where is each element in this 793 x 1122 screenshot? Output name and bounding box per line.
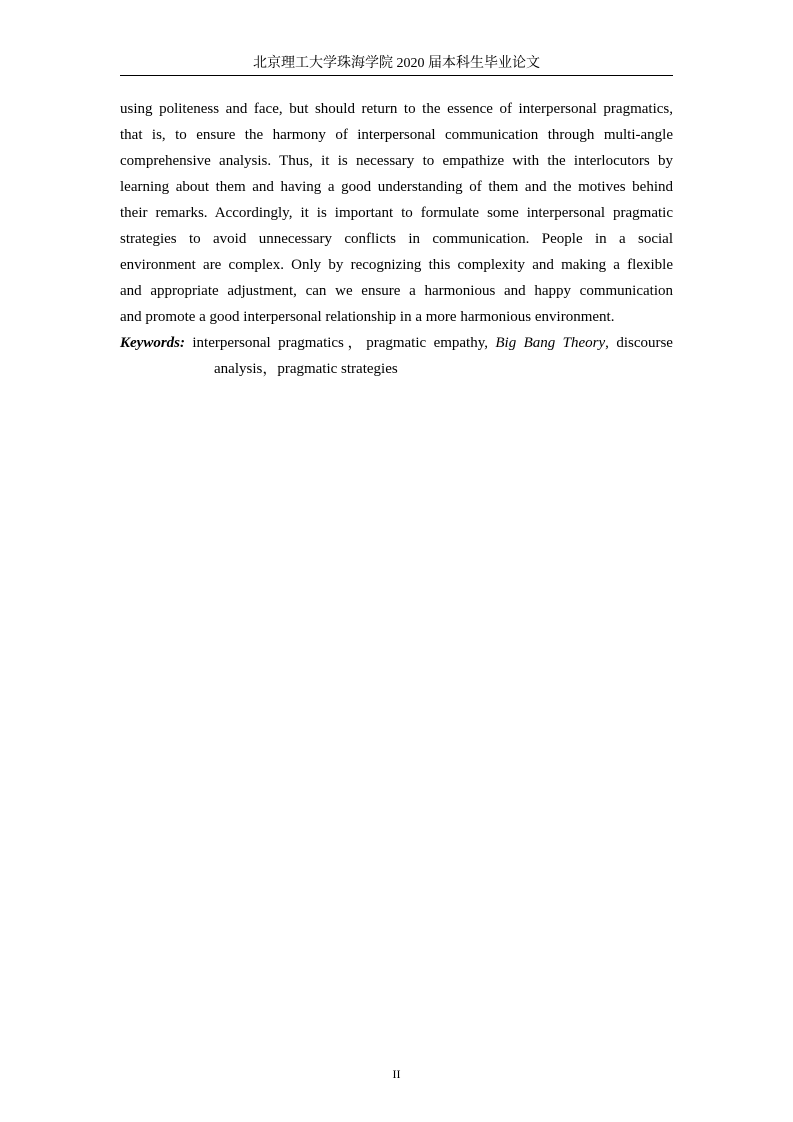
keyword-italic-title: Big Bang Theory: [495, 335, 606, 351]
abstract-line: and promote a good interpersonal relationship in a more harmonious environment.: [120, 309, 615, 325]
keyword-text: interpersonal pragmatics: [185, 335, 344, 351]
abstract-line: that is, to ensure the harmony of interpersonal communication through multi-angle: [120, 127, 673, 143]
keywords-line: [120, 330, 673, 356]
abstract-line: and appropriate adjustment, can we ensure a harmonious and happy communication: [120, 283, 673, 299]
abstract-line: using politeness and face, but should return to the essence of interpersonal pragmatics,: [120, 101, 673, 117]
abstract-body: [120, 96, 673, 382]
abstract-line: their remarks. Accordingly, it is important to formulate some interpersonal pragmatic: [120, 205, 673, 221]
abstract-line: environment are complex. Only by recognizing this complexity and making a flexible: [120, 257, 673, 273]
page-number: II: [392, 1067, 401, 1081]
keyword-text: , discourse: [605, 335, 673, 351]
running-header: 北京理工大学珠海学院 2020 届本科生毕业论文: [253, 56, 540, 71]
header-divider: [120, 75, 673, 76]
abstract-line: strategies to avoid unnecessary conflicts in communication. People in a social: [120, 231, 673, 247]
keywords-continuation: analysis，pragmatic strategies: [214, 361, 398, 377]
abstract-line: learning about them and having a good understanding of them and the motives behind: [120, 179, 673, 195]
keyword-separator: ，: [343, 335, 367, 351]
abstract-line: comprehensive analysis. Thus, it is necessary to empathize with the interlocutors by: [120, 153, 673, 169]
keyword-text: pragmatic empathy,: [366, 335, 496, 351]
keywords-label: Keywords:: [120, 335, 185, 351]
